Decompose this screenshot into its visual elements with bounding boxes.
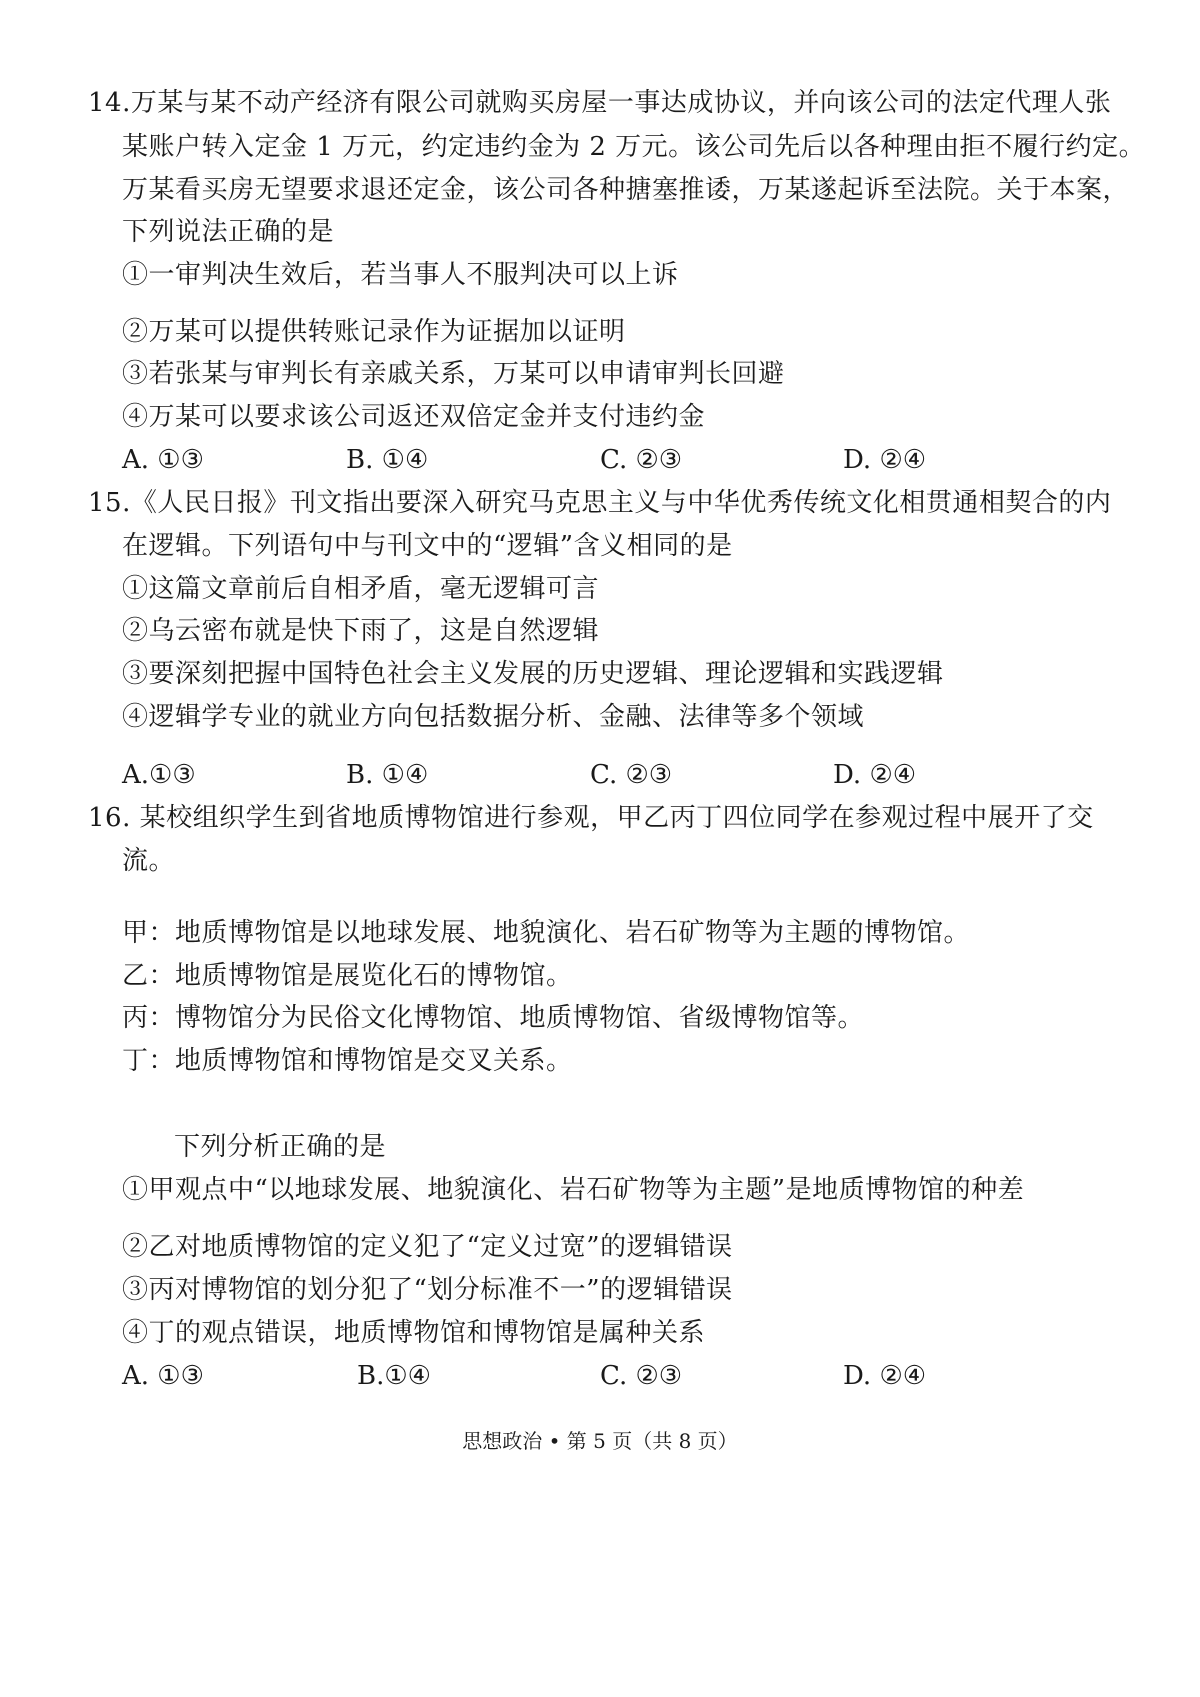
statement-item: ④逻辑学专业的就业方向包括数据分析、金融、法律等多个领域 bbox=[122, 702, 865, 732]
statement-item: ①一审判决生效后，若当事人不服判决可以上诉 bbox=[122, 260, 679, 290]
option-d: D. ②④ bbox=[833, 760, 917, 790]
option-d: D. ②④ bbox=[843, 1361, 927, 1391]
page-footer: 思想政治 • 第 5 页（共 8 页） bbox=[462, 1429, 738, 1453]
dialogue-statement: 丁：地质博物馆和博物馆是交叉关系。 bbox=[122, 1046, 573, 1076]
question-prompt: 下列分析正确的是 bbox=[174, 1132, 387, 1162]
option-d: D. ②④ bbox=[843, 445, 927, 475]
dialogue-statement: 甲：地质博物馆是以地球发展、地貌演化、岩石矿物等为主题的博物馆。 bbox=[122, 918, 971, 948]
dialogue-statement: 乙：地质博物馆是展览化石的博物馆。 bbox=[122, 961, 573, 991]
option-c: C. ②③ bbox=[590, 760, 673, 790]
option-c: C. ②③ bbox=[600, 445, 683, 475]
question-stem-line: 16. 某校组织学生到省地质博物馆进行参观，甲乙丙丁四位同学在参观过程中展开了交 bbox=[88, 803, 1094, 833]
statement-item: ①这篇文章前后自相矛盾，毫无逻辑可言 bbox=[122, 574, 600, 604]
option-a: A. ①③ bbox=[122, 1361, 204, 1391]
statement-item: ②乙对地质博物馆的定义犯了“定义过宽”的逻辑错误 bbox=[122, 1232, 733, 1262]
statement-item: ②万某可以提供转账记录作为证据加以证明 bbox=[122, 317, 626, 347]
dialogue-statement: 丙：博物馆分为民俗文化博物馆、地质博物馆、省级博物馆等。 bbox=[122, 1003, 865, 1033]
question-stem-line: 某账户转入定金 1 万元，约定违约金为 2 万元。该公司先后以各种理由拒不履行约定。 bbox=[122, 132, 1146, 162]
statement-item: ③丙对博物馆的划分犯了“划分标准不一”的逻辑错误 bbox=[122, 1275, 733, 1305]
option-a: A. ①③ bbox=[122, 445, 204, 475]
option-b: B. ①④ bbox=[346, 445, 429, 475]
statement-item: ④万某可以要求该公司返还双倍定金并支付违约金 bbox=[122, 402, 706, 432]
question-stem-line: 下列说法正确的是 bbox=[122, 217, 335, 247]
statement-item: ①甲观点中“以地球发展、地貌演化、岩石矿物等为主题”是地质博物馆的种差 bbox=[122, 1175, 1025, 1205]
option-a: A.①③ bbox=[122, 760, 196, 790]
question-stem-line: 在逻辑。下列语句中与刊文中的“逻辑”含义相同的是 bbox=[122, 531, 733, 561]
statement-item: ②乌云密布就是快下雨了，这是自然逻辑 bbox=[122, 616, 600, 646]
statement-item: ③若张某与审判长有亲戚关系，万某可以申请审判长回避 bbox=[122, 359, 785, 389]
option-b: B.①④ bbox=[357, 1361, 431, 1391]
question-stem-line: 14.万某与某不动产经济有限公司就购买房屋一事达成协议，并向该公司的法定代理人张 bbox=[88, 88, 1112, 118]
option-c: C. ②③ bbox=[600, 1361, 683, 1391]
question-stem-line: 15.《人民日报》刊文指出要深入研究马克思主义与中华优秀传统文化相贯通相契合的内 bbox=[88, 488, 1112, 518]
option-b: B. ①④ bbox=[346, 760, 429, 790]
statement-item: ④丁的观点错误，地质博物馆和博物馆是属种关系 bbox=[122, 1318, 706, 1348]
statement-item: ③要深刻把握中国特色社会主义发展的历史逻辑、理论逻辑和实践逻辑 bbox=[122, 659, 944, 689]
question-stem-line: 万某看买房无望要求退还定金，该公司各种搪塞推诿，万某遂起诉至法院。关于本案， bbox=[122, 175, 1130, 205]
question-stem-line: 流。 bbox=[122, 846, 176, 876]
